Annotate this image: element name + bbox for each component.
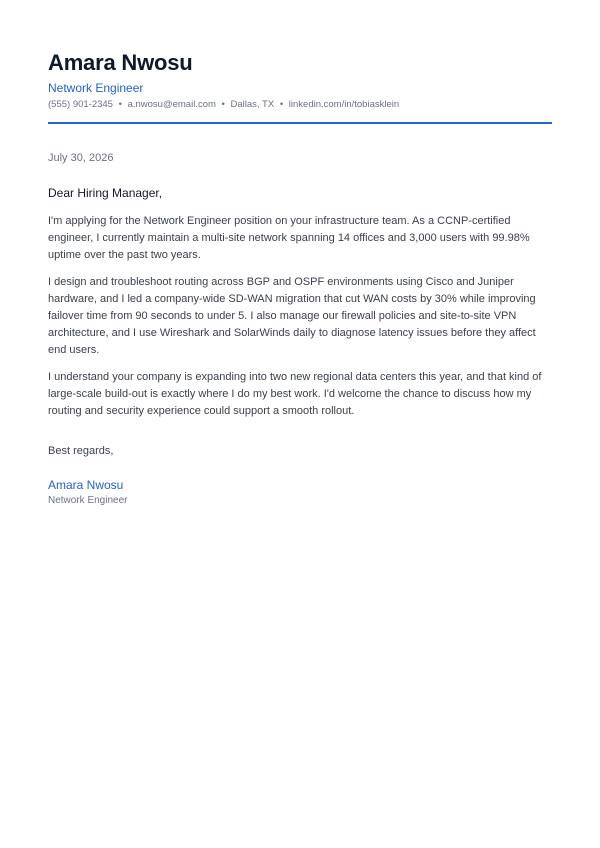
applicant-role: Network Engineer	[48, 81, 144, 95]
body-paragraph-1: I'm applying for the Network Engineer position on your infrastructure team. As a CCNP-certified engineer, I currently maintain a multi-site network spanning 14 offices and 3,000 users with 99.98% uptime over the past two years.	[48, 215, 530, 261]
contact-separator: •	[118, 99, 122, 110]
body-paragraph-3: I understand your company is expanding into two new regional data centers this year, and that kind of large-scale build-out is exactly where I do my best work. I'd welcome the chance to discuss how my routing and security experience could support a smooth rollout.	[48, 371, 542, 417]
letter-closing: Best regards,	[48, 445, 114, 457]
contact-separator: •	[221, 99, 225, 110]
contact-location: Dallas, TX	[230, 99, 275, 110]
body-paragraph-2: I design and troubleshoot routing across BGP and OSPF environments using Cisco and Juniper hardware, and I led a company-wide SD-WAN migration that cut WAN costs by 30% while improving failover time from 90 seconds to under 5. I also manage our firewall policies and site-to-site VPN architecture, and I use Wireshark and SolarWinds daily to diagnose latency issues before they affect end users.	[48, 276, 536, 356]
signature-name: Amara Nwosu	[48, 478, 124, 492]
letter-date: July 30, 2026	[48, 152, 114, 164]
letter-greeting: Dear Hiring Manager,	[48, 186, 163, 200]
contact-linkedin: linkedin.com/in/tobiasklein	[288, 99, 400, 110]
contact-separator: •	[279, 99, 284, 110]
contact-phone: (555) 901-2345	[48, 99, 113, 110]
contact-line	[48, 98, 552, 112]
contact-email: a.nwosu@email.com	[127, 99, 216, 110]
letter-body	[48, 213, 552, 420]
signature-role: Network Engineer	[48, 495, 128, 506]
header-divider	[48, 122, 552, 124]
applicant-name: Amara Nwosu	[48, 50, 193, 75]
letter-header	[48, 50, 552, 124]
